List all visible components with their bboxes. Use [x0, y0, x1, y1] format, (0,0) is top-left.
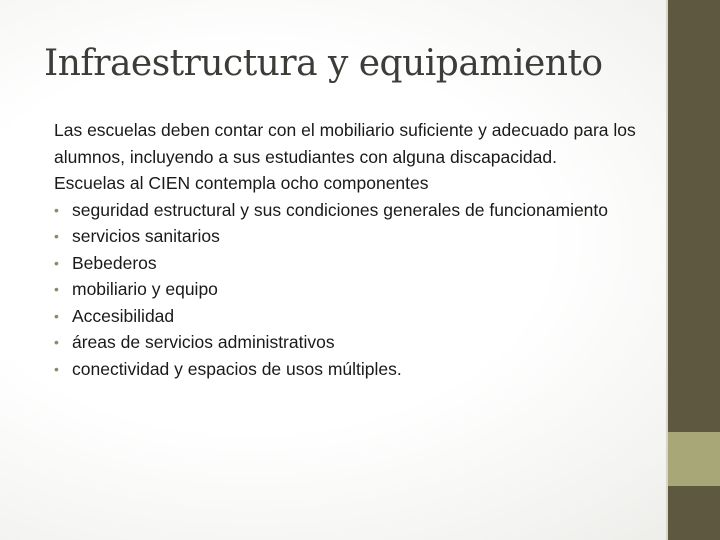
bullet-icon: •	[54, 201, 59, 218]
slide-title: Infraestructura y equipamiento	[44, 43, 603, 84]
side-accent-block	[668, 432, 720, 486]
list-item	[54, 223, 654, 250]
bullet-icon: •	[54, 228, 59, 244]
bullet-icon: •	[54, 254, 59, 271]
list-item	[54, 250, 654, 277]
bullet-icon: •	[54, 360, 59, 377]
list-item-text: Bebederos	[72, 252, 157, 273]
list-item	[54, 276, 654, 303]
intro-paragraph: Las escuelas deben contar con el mobiliario suficiente y adecuado para los alumnos, incluyendo a sus estudiantes con alguna discapacidad.	[54, 120, 636, 167]
list-item	[54, 303, 654, 330]
lead-paragraph: Escuelas al CIEN contempla ocho componentes	[54, 173, 429, 193]
bullet-icon: •	[54, 281, 59, 297]
list-item-text: conectividad y espacios de usos múltiples.	[72, 358, 402, 379]
slide-body	[54, 117, 654, 382]
list-item-text: mobiliario y equipo	[72, 279, 218, 299]
list-item-text: áreas de servicios administrativos	[72, 332, 335, 352]
component-list	[54, 197, 654, 383]
list-item	[54, 356, 654, 383]
bullet-icon: •	[54, 307, 59, 324]
bullet-icon: •	[54, 334, 59, 350]
list-item-text: Accesibilidad	[72, 305, 175, 326]
list-item	[54, 197, 654, 224]
list-item-text: seguridad estructural y sus condiciones generales de funcionamiento	[72, 199, 609, 220]
list-item-text: servicios sanitarios	[72, 226, 220, 246]
list-item	[54, 329, 654, 356]
